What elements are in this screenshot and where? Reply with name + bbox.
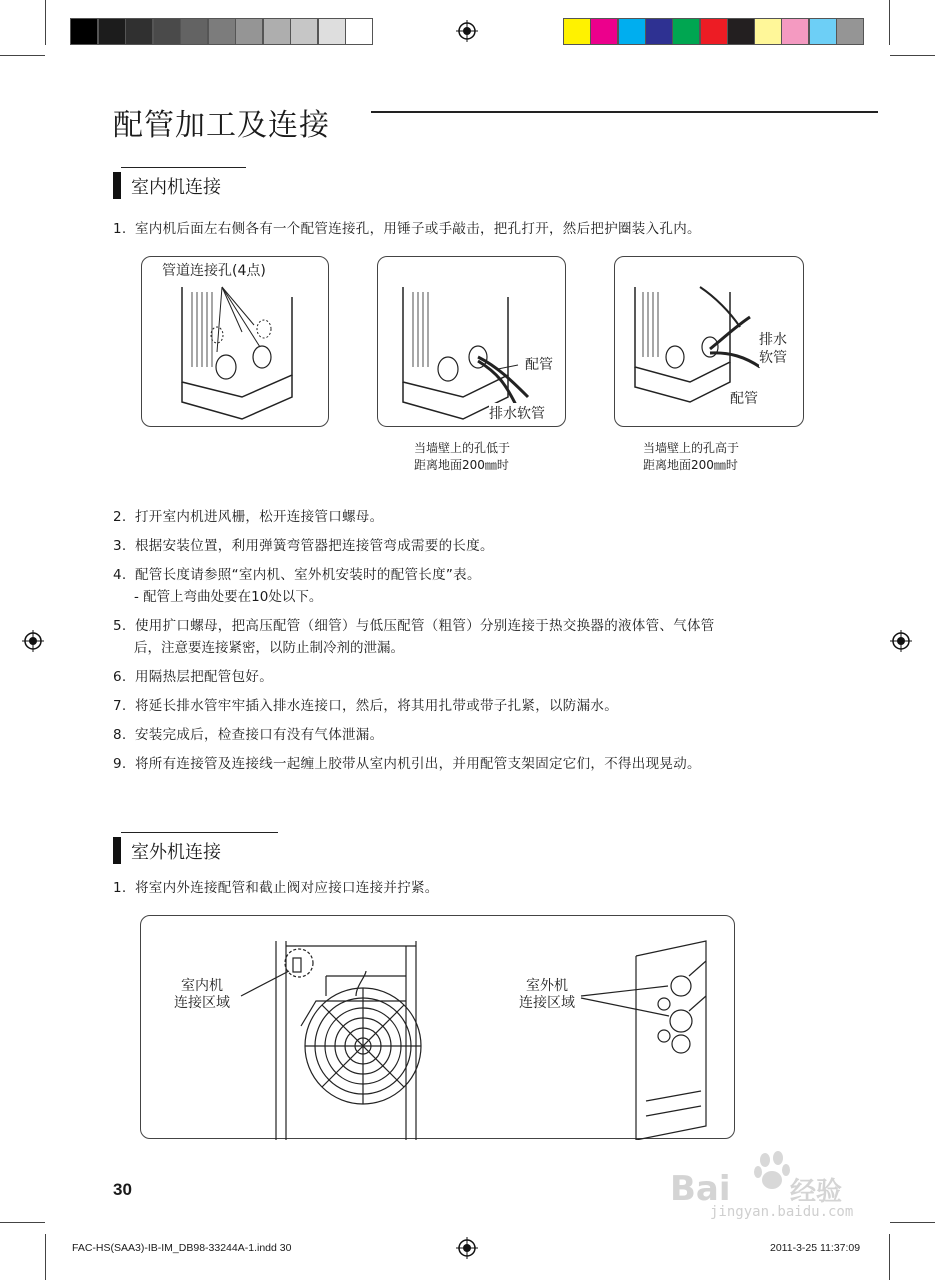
color-swatch	[700, 18, 728, 45]
color-swatch	[809, 18, 837, 45]
svg-text:经验: 经验	[790, 1177, 843, 1207]
color-swatch	[563, 18, 591, 45]
svg-text:Bai: Bai	[670, 1169, 731, 1209]
indoor-step-8: 8. 安装完成后，检查接口有没有气体泄漏。	[113, 727, 384, 743]
crop-mark	[889, 0, 890, 45]
registration-mark-icon	[456, 20, 478, 42]
pipe-label: 配管	[525, 354, 553, 374]
gray-swatch	[153, 18, 181, 45]
crop-mark	[0, 55, 45, 56]
color-swatch	[754, 18, 782, 45]
registration-mark-icon	[456, 1237, 478, 1259]
registration-mark-icon	[890, 630, 912, 652]
outdoor-connection-area-label: 室外机 连接区域	[519, 978, 575, 1011]
connection-areas-illustration	[141, 916, 736, 1140]
gray-swatch	[98, 18, 126, 45]
figure-low-hole	[377, 256, 566, 427]
indoor-step-1: 1. 室内机后面左右侧各有一个配管连接孔，用锤子或手敲击，把孔打开，然后把护圈装入孔内。	[113, 221, 701, 237]
caption-low-hole: 当墙壁上的孔低于 距离地面200㎜时	[414, 441, 511, 472]
indoor-unit-back-illustration	[142, 257, 330, 428]
gray-swatch	[235, 18, 263, 45]
gray-swatch	[125, 18, 153, 45]
indoor-step-6: 6. 用隔热层把配管包好。	[113, 669, 273, 685]
crop-mark	[890, 55, 935, 56]
footer-file-info: FAC-HS(SAA3)-IB-IM_DB98-33244A-1.indd 30	[72, 1242, 292, 1254]
pipe-hole-label: 管道连接孔(4点)	[162, 260, 266, 280]
color-swatch	[645, 18, 673, 45]
indoor-connection-area-label: 室内机 连接区域	[174, 978, 230, 1011]
drain-hose-label: 排水软管	[489, 403, 545, 423]
gray-swatch	[180, 18, 208, 45]
gray-swatch	[345, 18, 373, 45]
indoor-step-4: 4. 配管长度请参照“室内机、室外机安装时的配管长度”表。	[113, 567, 481, 583]
outdoor-step-1: 1. 将室内外连接配管和截止阀对应接口连接并拧紧。	[113, 880, 439, 896]
baidu-jingyan-watermark	[670, 1150, 880, 1220]
gray-swatch	[290, 18, 318, 45]
crop-mark	[0, 1222, 45, 1223]
figure-high-hole	[614, 256, 804, 427]
figure-pipe-holes	[141, 256, 329, 427]
indoor-step-9: 9. 将所有连接管及连接线一起缠上胶带从室内机引出，并用配管支架固定它们，不得出现晃动。	[113, 756, 701, 772]
color-swatch	[836, 18, 864, 45]
page-number: 30	[113, 1180, 132, 1199]
indoor-step-3: 3. 根据安装位置，利用弹簧弯管器把连接管弯成需要的长度。	[113, 538, 494, 554]
registration-mark-icon	[22, 630, 44, 652]
color-swatch	[590, 18, 618, 45]
color-swatch	[618, 18, 646, 45]
watermark-url: jingyan.baidu.com	[710, 1204, 854, 1220]
section-heading-indoor-text: 室内机连接	[131, 177, 221, 198]
indoor-step-4-note: - 配管上弯曲处要在10处以下。	[134, 589, 323, 605]
drain-hose-label: 排水 软管	[759, 332, 787, 366]
color-swatch	[727, 18, 755, 45]
gray-swatch	[318, 18, 346, 45]
page-title: 配管加工及连接	[113, 108, 330, 143]
gray-swatch	[208, 18, 236, 45]
indoor-step-2: 2. 打开室内机进风栅，松开连接管口螺母。	[113, 509, 384, 525]
crop-mark	[889, 1234, 890, 1280]
caption-high-hole: 当墙壁上的孔高于 距离地面200㎜时	[643, 441, 740, 472]
pipe-label: 配管	[730, 388, 758, 408]
crop-mark	[890, 1222, 935, 1223]
crop-mark	[45, 0, 46, 45]
gray-swatch	[263, 18, 291, 45]
indoor-step-5-cont: 后，注意要连接紧密，以防止制冷剂的泄漏。	[134, 640, 404, 656]
footer-datetime: 2011-3-25 11:37:09	[770, 1242, 861, 1254]
indoor-step-5: 5. 使用扩口螺母，把高压配管（细管）与低压配管（粗管）分别连接于热交换器的液体管、气体管	[113, 618, 715, 634]
title-rule	[371, 111, 878, 113]
indoor-step-7: 7. 将延长排水管牢牢插入排水连接口，然后，将其用扎带或带子扎紧，以防漏水。	[113, 698, 618, 714]
figure-connection-areas	[140, 915, 735, 1139]
color-swatch	[672, 18, 700, 45]
section-heading-outdoor-text: 室外机连接	[131, 842, 221, 863]
crop-mark	[45, 1234, 46, 1280]
gray-swatch	[70, 18, 98, 45]
color-swatch	[781, 18, 809, 45]
